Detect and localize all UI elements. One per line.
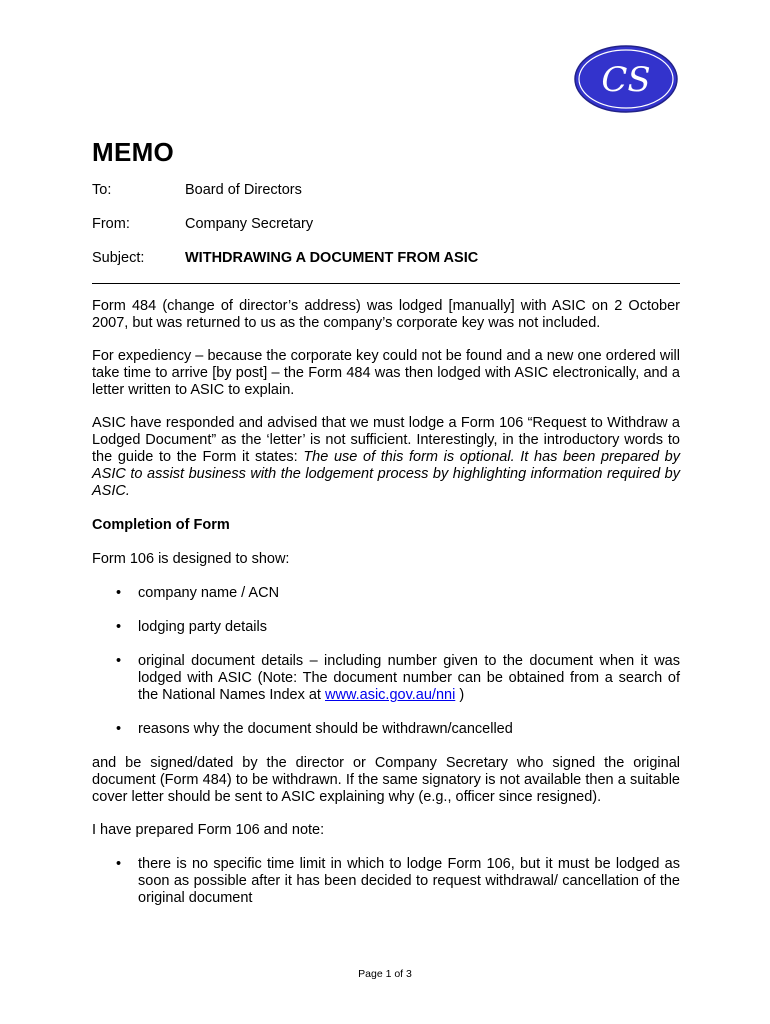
- paragraph-3: [92, 415, 680, 500]
- list-item-text: lodging party details: [138, 619, 267, 635]
- company-logo: [573, 44, 679, 114]
- list-item-text: there is no specific time limit in which to lodge Form 106, but it must be lodged as soon as possible after it has been decided to request withdrawal/ cancellation of the original document: [138, 856, 680, 906]
- subject-value: WITHDRAWING A DOCUMENT FROM ASIC: [185, 250, 479, 266]
- list-item: [92, 585, 680, 602]
- notes-list: [92, 856, 680, 907]
- svg-text:CS: CS: [601, 60, 651, 100]
- memo-body: [92, 298, 680, 924]
- to-label: To:: [92, 182, 112, 198]
- list-item-text: reasons why the document should be withdrawn/cancelled: [138, 721, 513, 737]
- list-item: [92, 619, 680, 636]
- paragraph-6: I have prepared Form 106 and note:: [92, 822, 325, 838]
- list-item: [92, 653, 680, 704]
- from-value: Company Secretary: [185, 216, 314, 232]
- list-item: [92, 721, 680, 738]
- bullet-glyph: •: [116, 856, 122, 872]
- list-item: [92, 856, 680, 907]
- list-item-text: company name / ACN: [138, 585, 280, 601]
- memo-title: MEMO: [92, 137, 175, 167]
- bullet-glyph: •: [116, 585, 122, 601]
- bullet-glyph: •: [116, 619, 122, 635]
- to-value: Board of Directors: [185, 182, 302, 198]
- form-contents-list: [92, 585, 680, 738]
- nni-link[interactable]: www.asic.gov.au/nni: [325, 687, 456, 703]
- bullet-glyph: •: [116, 721, 122, 737]
- bullet-glyph: •: [116, 653, 122, 669]
- list-item-text: original document details – including number given to the document when it was lodged with ASIC (Note: The document number can be obtained from a search of the National Names Index at: [138, 653, 680, 703]
- paragraph-3-quote: The use of this form is optional. It has been prepared by ASIC to assist business with the lodgement process by highlighting information required by ASIC.: [92, 449, 680, 499]
- paragraph-2: For expediency – because the corporate key could not be found and a new one ordered will take time to arrive [by post] – the Form 484 was then lodged with ASIC electronically, and a letter written to ASIC to explain.: [92, 348, 680, 398]
- paragraph-1: Form 484 (change of director’s address) was lodged [manually] with ASIC on 2 October 2007, but was returned to us as the company’s corporate key was not included.: [92, 298, 680, 331]
- list-item-text-end: ): [455, 687, 465, 703]
- page-number: Page 1 of 3: [358, 968, 412, 980]
- paragraph-3-text: ASIC have responded and advised that we must lodge a Form 106 “Request to Withdraw a Lodged Document” as the ‘letter’ is not sufficient. Interestingly, in the introductory words to the guide to the Form it states:: [92, 415, 680, 465]
- section-heading: Completion of Form: [92, 517, 230, 533]
- subject-label: Subject:: [92, 250, 145, 266]
- from-label: From:: [92, 216, 130, 232]
- paragraph-5: and be signed/dated by the director or Company Secretary who signed the original document (Form 484) to be withdrawn. If the same signatory is not available then a suitable cover letter should be sent to ASIC explaining why (e.g., officer since resigned).: [92, 755, 680, 805]
- paragraph-4: Form 106 is designed to show:: [92, 551, 290, 567]
- header-divider: [92, 283, 680, 284]
